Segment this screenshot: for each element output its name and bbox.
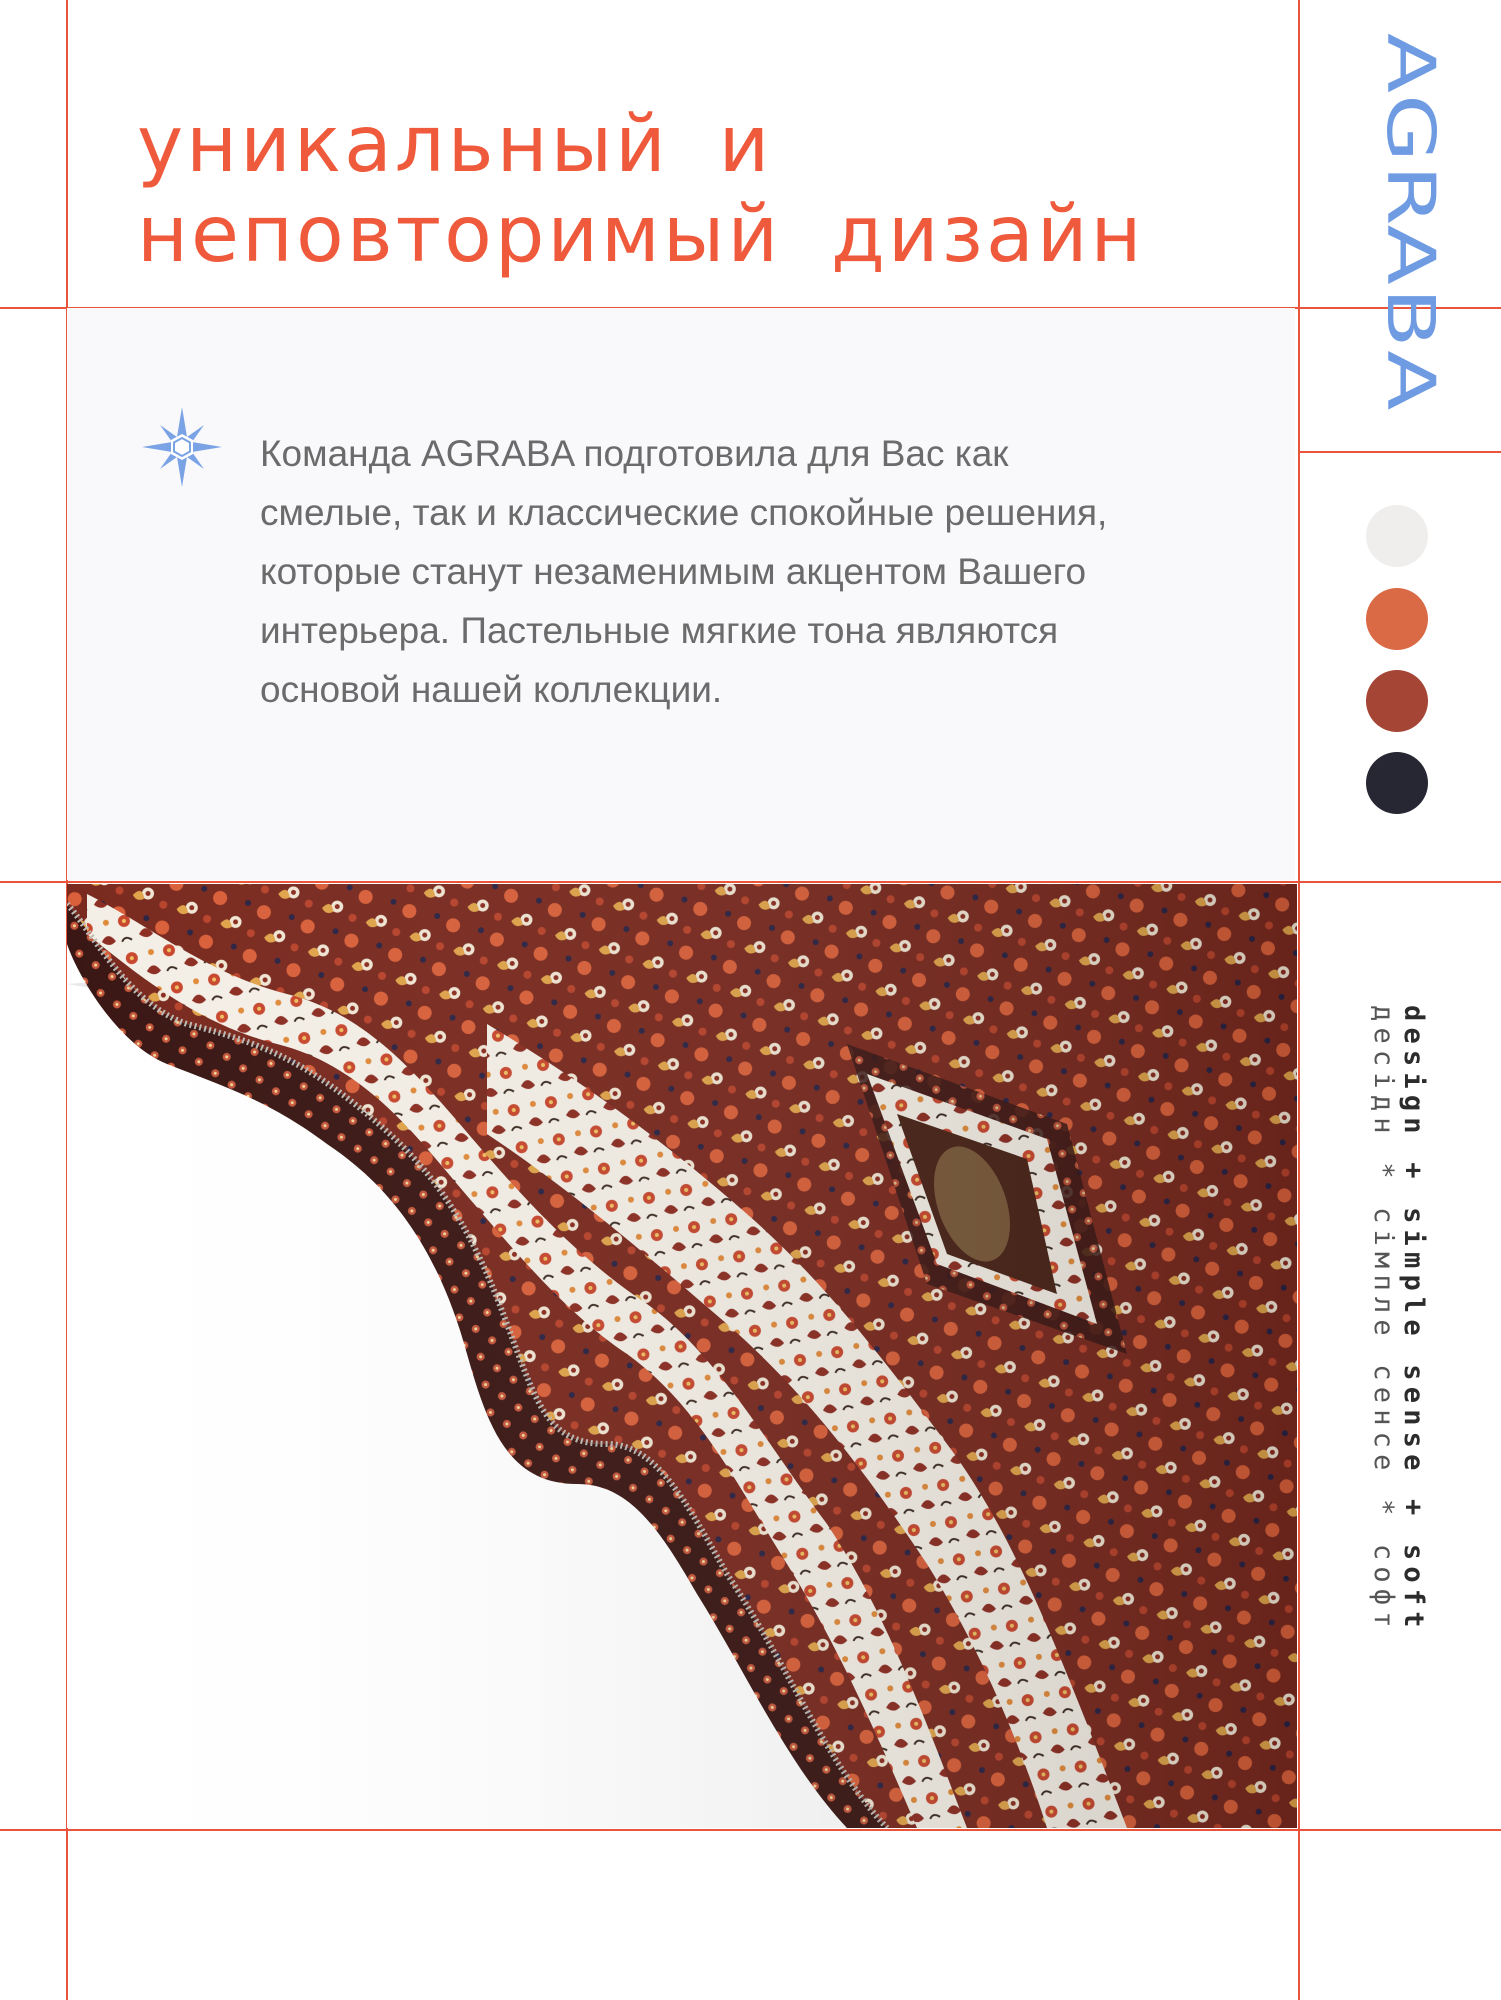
headline-line-2: неповторимый дизайн: [137, 190, 1145, 280]
headline-line-1: уникальный и: [137, 100, 773, 190]
tagline: [1368, 1005, 1428, 1775]
page-headline: [137, 100, 1237, 280]
brand-name: AGRABA: [1372, 33, 1449, 319]
sparkle-star-icon: [142, 407, 222, 487]
footer-divider: [0, 1829, 1501, 1831]
swatch-cream: [1366, 505, 1428, 567]
intro-text: Команда AGRABA подготовила для Вас как смелые, так и классические спокойные решения, которые станут незаменимым акцентом Вашего интерьера. Пастельные мягкие тона являются основой нашей коллекции.: [260, 433, 1108, 710]
tagline-en: design + simple sense + soft: [1398, 1005, 1429, 1634]
brand-wordmark: [1348, 28, 1476, 418]
swatch-brick: [1366, 670, 1428, 732]
brand-divider: [1298, 451, 1501, 453]
right-grid-line: [1298, 0, 1300, 2000]
image-top-divider: [0, 881, 1501, 883]
rug-photo: [67, 884, 1297, 1828]
tagline-ru: десідн * сімпле сенсе * софт: [1368, 1005, 1399, 1634]
swatch-terracotta: [1366, 588, 1428, 650]
swatch-navy: [1366, 752, 1428, 814]
